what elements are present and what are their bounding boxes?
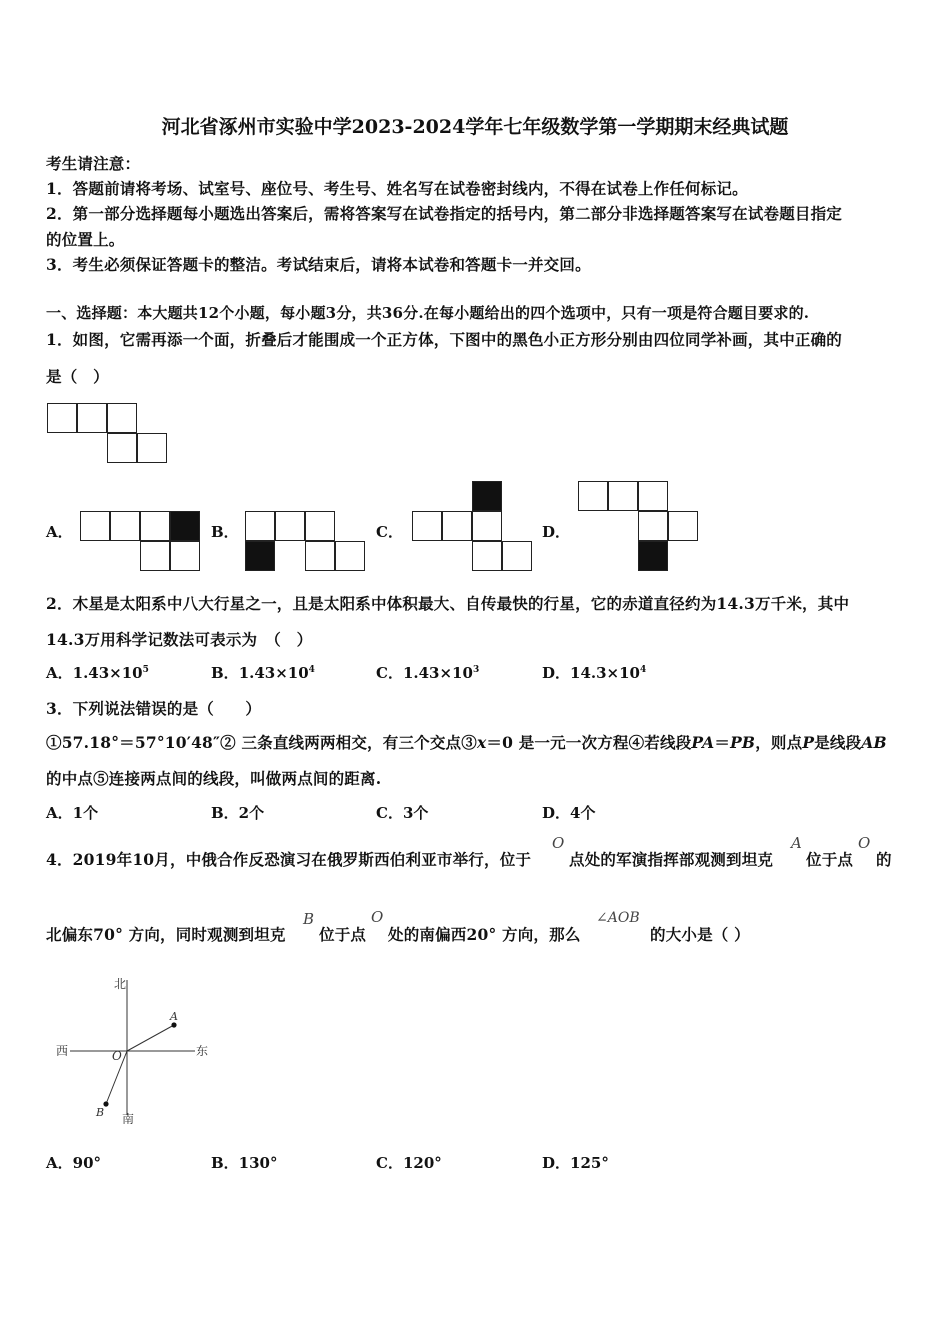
- question-1-line-1: 1．如图，它需再添一个面，折叠后才能围成一个正方体，下图中的黑色小正方形分别由四位同学补画，其中正确的: [46, 330, 842, 349]
- q3-seg-ab: AB: [861, 733, 887, 752]
- q3-seg-pb: PB: [730, 733, 756, 752]
- q2-option-d-exp: 4: [640, 665, 647, 675]
- q4-option-c[interactable]: C．120°: [376, 1154, 442, 1172]
- q4-sym-o-1: O: [552, 834, 565, 852]
- q3-seg-pa: PA: [691, 733, 715, 752]
- q4-option-b[interactable]: B．130°: [211, 1154, 278, 1172]
- q3-option-b[interactable]: B．2个: [211, 804, 265, 822]
- notice-item-2: 2．第一部分选择题每小题选出答案后，需将答案写在试卷指定的括号内，第二部分非选择题答案写在试卷题目指定: [46, 204, 842, 223]
- question-4-line-2-d: 的大小是（ ）: [650, 925, 750, 944]
- q4-sym-b: B: [303, 910, 315, 928]
- q3-statement-3-rest: ＝0 是一元一次方程④若线段: [486, 733, 692, 752]
- q2-option-c-base: 1.43×10: [402, 664, 473, 682]
- q3-option-a[interactable]: A．1个: [46, 804, 99, 822]
- question-1-line-2: 是（ ）: [46, 367, 109, 386]
- question-3-line-1: 3．下列说法错误的是（ ）: [46, 699, 262, 718]
- q2-option-c[interactable]: [376, 662, 479, 683]
- q2-option-d-base: 14.3×10: [570, 664, 640, 682]
- q2-option-b[interactable]: [211, 662, 315, 683]
- q4-compass-figure: [50, 970, 220, 1130]
- q4-sym-o-2: O: [858, 834, 871, 852]
- q2-option-d[interactable]: [542, 662, 646, 683]
- q4-sym-angle-aob: ∠AOB: [596, 910, 640, 926]
- question-3-line-3: 的中点⑤连接两点间的线段，叫做两点间的距离.: [46, 769, 382, 788]
- q1-option-b-label: B．: [211, 523, 239, 541]
- question-4-line-1-c: 位于点: [806, 850, 854, 869]
- point-b-dot: [103, 1101, 108, 1106]
- question-4-line-2-b: 位于点: [319, 925, 367, 944]
- q3-statements-1-3: ①57.18°＝57°10′48″② 三条直线两两相交，有三个交点③: [46, 733, 477, 752]
- page-title: 河北省涿州市实验中学2023-2024学年七年级数学第一学期期末经典试题: [161, 116, 789, 138]
- q3-is-segment: 是线段: [814, 733, 862, 752]
- q2-option-c-label: C．: [376, 664, 403, 682]
- q2-option-c-exp: 3: [472, 665, 480, 675]
- question-3-line-2: [46, 731, 887, 753]
- q2-option-b-exp: 4: [308, 665, 315, 675]
- label-origin: O: [112, 1049, 122, 1063]
- label-point-a: A: [170, 1010, 178, 1023]
- q2-option-a-exp: 5: [142, 665, 149, 675]
- q1-option-c-label: C．: [376, 523, 403, 541]
- point-a-dot: [171, 1022, 176, 1027]
- section-1-heading: 一、选择题：本大题共12个小题，每小题3分，共36分.在每小题给出的四个选项中，只有一项是符合题目要求的.: [46, 304, 810, 322]
- q3-equals: ＝: [714, 733, 731, 752]
- q4-sym-a: A: [791, 834, 802, 852]
- label-west: 西: [56, 1044, 69, 1058]
- q3-point-p: P: [802, 733, 815, 752]
- question-2-line-1: 2．木星是太阳系中八大行星之一，且是太阳系中体积最大、自传最快的行星，它的赤道直径约为14.3万千米，其中: [46, 594, 850, 613]
- notice-item-3: 3．考生必须保证答题卡的整洁。考试结束后，请将本试卷和答题卡一并交回。: [46, 255, 591, 274]
- ray-oa: [127, 1025, 174, 1051]
- q3-option-d[interactable]: D．4个: [542, 804, 596, 822]
- q4-option-d[interactable]: D．125°: [542, 1154, 609, 1172]
- label-north: 北: [114, 977, 127, 991]
- notice-heading: 考生请注意：: [46, 154, 141, 173]
- q1-option-a-label: A．: [46, 523, 73, 541]
- q2-option-d-label: D．: [542, 664, 571, 682]
- q2-option-a-label: A．: [46, 664, 73, 682]
- q3-var-x: x: [476, 733, 487, 752]
- q1-option-d-label: D．: [542, 523, 571, 541]
- q3-option-c[interactable]: C．3个: [376, 804, 429, 822]
- q2-option-a[interactable]: [46, 662, 149, 683]
- question-4-line-2-a: 北偏东70° 方向，同时观测到坦克: [46, 925, 286, 944]
- notice-item-1: 1．答题前请将考场、试室号、座位号、考生号、姓名写在试卷密封线内，不得在试卷上作任何标记。: [46, 179, 748, 198]
- q3-then-point: ，则点: [755, 733, 803, 752]
- question-4-line-1-b: 点处的军演指挥部观测到坦克: [569, 850, 774, 869]
- question-4-line-1-a: 4．2019年10月，中俄合作反恐演习在俄罗斯西伯利亚市举行，位于: [46, 850, 532, 869]
- label-east: 东: [196, 1044, 209, 1058]
- question-4-line-2-c: 处的南偏西20° 方向，那么: [388, 925, 581, 944]
- q4-option-a[interactable]: A．90°: [46, 1154, 102, 1172]
- question-4-line-1-d: 的: [876, 850, 892, 869]
- q2-option-b-base: 1.43×10: [238, 664, 309, 682]
- question-2-line-2: 14.3万用科学记数法可表示为 （ ）: [46, 630, 313, 649]
- q2-option-b-label: B．: [211, 664, 239, 682]
- label-south: 南: [122, 1112, 135, 1126]
- label-point-b: B: [96, 1106, 105, 1119]
- notice-item-2-cont: 的位置上。: [46, 230, 125, 249]
- q2-option-a-base: 1.43×10: [72, 664, 143, 682]
- q4-sym-o-3: O: [371, 908, 384, 926]
